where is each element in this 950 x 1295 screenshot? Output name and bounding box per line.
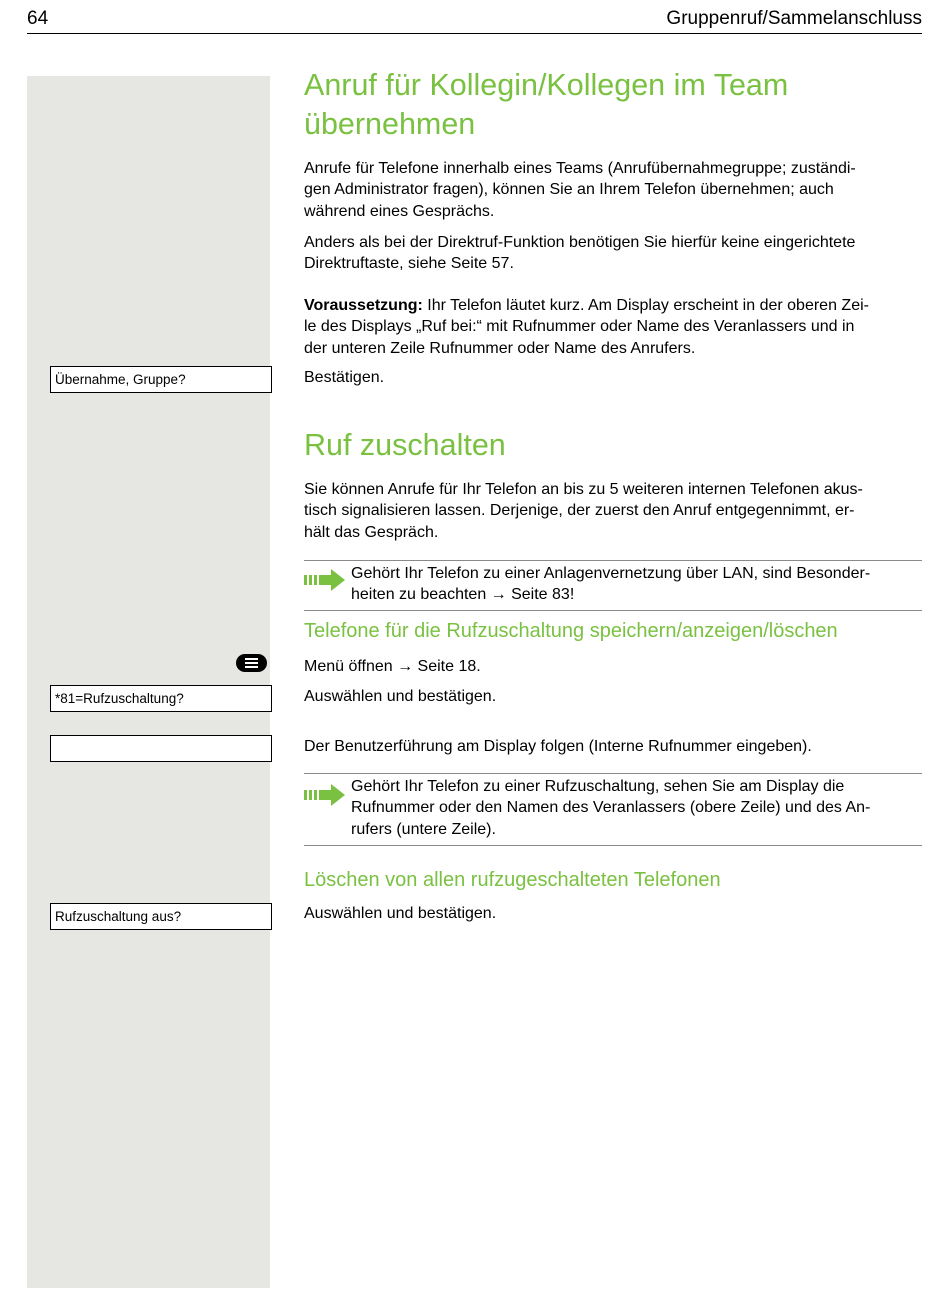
paragraph-call-pickup-intro	[304, 158, 922, 222]
sidebar-panel	[27, 76, 270, 1288]
text-line: Anrufe für Telefone innerhalb eines Teams (Anrufübernahmegruppe; zuständi-	[304, 160, 856, 177]
text-line: heiten zu beachten → Seite 83!	[351, 586, 575, 604]
step-select-confirm-delete: Auswählen und bestätigen.	[304, 905, 497, 922]
text-line: Direktruftaste, siehe Seite 57.	[304, 255, 514, 273]
display-input-empty[interactable]	[50, 735, 272, 762]
text-line: gen Administrator fragen), können Sie an Ihrem Telefon übernehmen; auch	[304, 181, 834, 199]
paragraph-forwarding-intro	[304, 479, 922, 543]
display-option-rufzuschaltung[interactable]: *81=Rufzuschaltung?	[50, 685, 272, 712]
text-line: Gehört Ihr Telefon zu einer Rufzuschaltung, sehen Sie am Display die	[351, 778, 845, 795]
menu-key-bar	[245, 662, 258, 664]
page-number: 64	[27, 8, 49, 29]
prerequisite-text: Ihr Telefon läutet kurz. Am Display erscheint in der oberen Zei-	[422, 297, 869, 314]
menu-key-bar	[245, 666, 258, 668]
subsection-title-save-view-delete: Telefone für die Rufzuschaltung speichern/anzeigen/löschen	[304, 620, 838, 642]
chapter-title: Gruppenruf/Sammelanschluss	[666, 8, 922, 29]
text-line: tisch signalisieren lassen. Derjenige, der zuerst den Anruf entgegennimmt, er-	[304, 502, 855, 520]
text-line: hält das Gespräch.	[304, 523, 439, 541]
note-rule-bottom	[304, 845, 922, 846]
note-lan-networking	[351, 563, 922, 606]
text-line: während eines Gesprächs.	[304, 202, 495, 220]
step-select-confirm: Auswählen und bestätigen.	[304, 688, 497, 705]
paragraph-prerequisite	[304, 295, 922, 359]
note-rule-top	[304, 773, 922, 774]
title-line: übernehmen	[304, 107, 476, 141]
text-line: der unteren Zeile Rufnummer oder Name des Anrufers.	[304, 339, 696, 357]
menu-key-icon[interactable]	[236, 654, 267, 672]
title-line: Anruf für Kollegin/Kollegen im Team	[304, 68, 789, 102]
text-line: Rufnummer oder den Namen des Veranlassers (obere Zeile) und des An-	[351, 799, 871, 817]
note-forwarding-display	[351, 776, 922, 840]
step-follow-display: Der Benutzerführung am Display folgen (Interne Rufnummer eingeben).	[304, 738, 812, 755]
text-line: rufers (untere Zeile).	[351, 820, 496, 838]
section-title-call-pickup	[304, 66, 924, 144]
text-line: Gehört Ihr Telefon zu einer Anlagenvernetzung über LAN, sind Besonder-	[351, 565, 871, 582]
step-open-menu: Menü öffnen → Seite 18.	[304, 658, 481, 675]
paragraph-direct-call-note	[304, 232, 922, 275]
header-rule	[27, 33, 922, 34]
text-line: Anders als bei der Direktruf-Funktion benötigen Sie hierfür keine eingerichtete	[304, 234, 856, 251]
text-line	[304, 295, 922, 316]
menu-key-bar	[245, 658, 258, 660]
prerequisite-label: Voraussetzung:	[304, 297, 423, 314]
note-arrow-icon	[304, 569, 346, 591]
text-line: le des Displays „Ruf bei:“ mit Rufnummer oder Name des Veranlassers und in	[304, 318, 855, 336]
display-option-pickup-group[interactable]: Übernahme, Gruppe?	[50, 366, 272, 393]
display-option-rufzuschaltung-aus[interactable]: Rufzuschaltung aus?	[50, 903, 272, 930]
subsection-title-delete-all: Löschen von allen rufzugeschalteten Telefonen	[304, 869, 721, 891]
note-rule-top	[304, 560, 922, 561]
note-arrow-icon	[304, 784, 346, 806]
step-confirm: Bestätigen.	[304, 369, 385, 386]
note-rule-bottom	[304, 610, 922, 611]
text-line: Sie können Anrufe für Ihr Telefon an bis zu 5 weiteren internen Telefonen akus-	[304, 481, 863, 498]
section-title-call-forwarding: Ruf zuschalten	[304, 428, 506, 462]
